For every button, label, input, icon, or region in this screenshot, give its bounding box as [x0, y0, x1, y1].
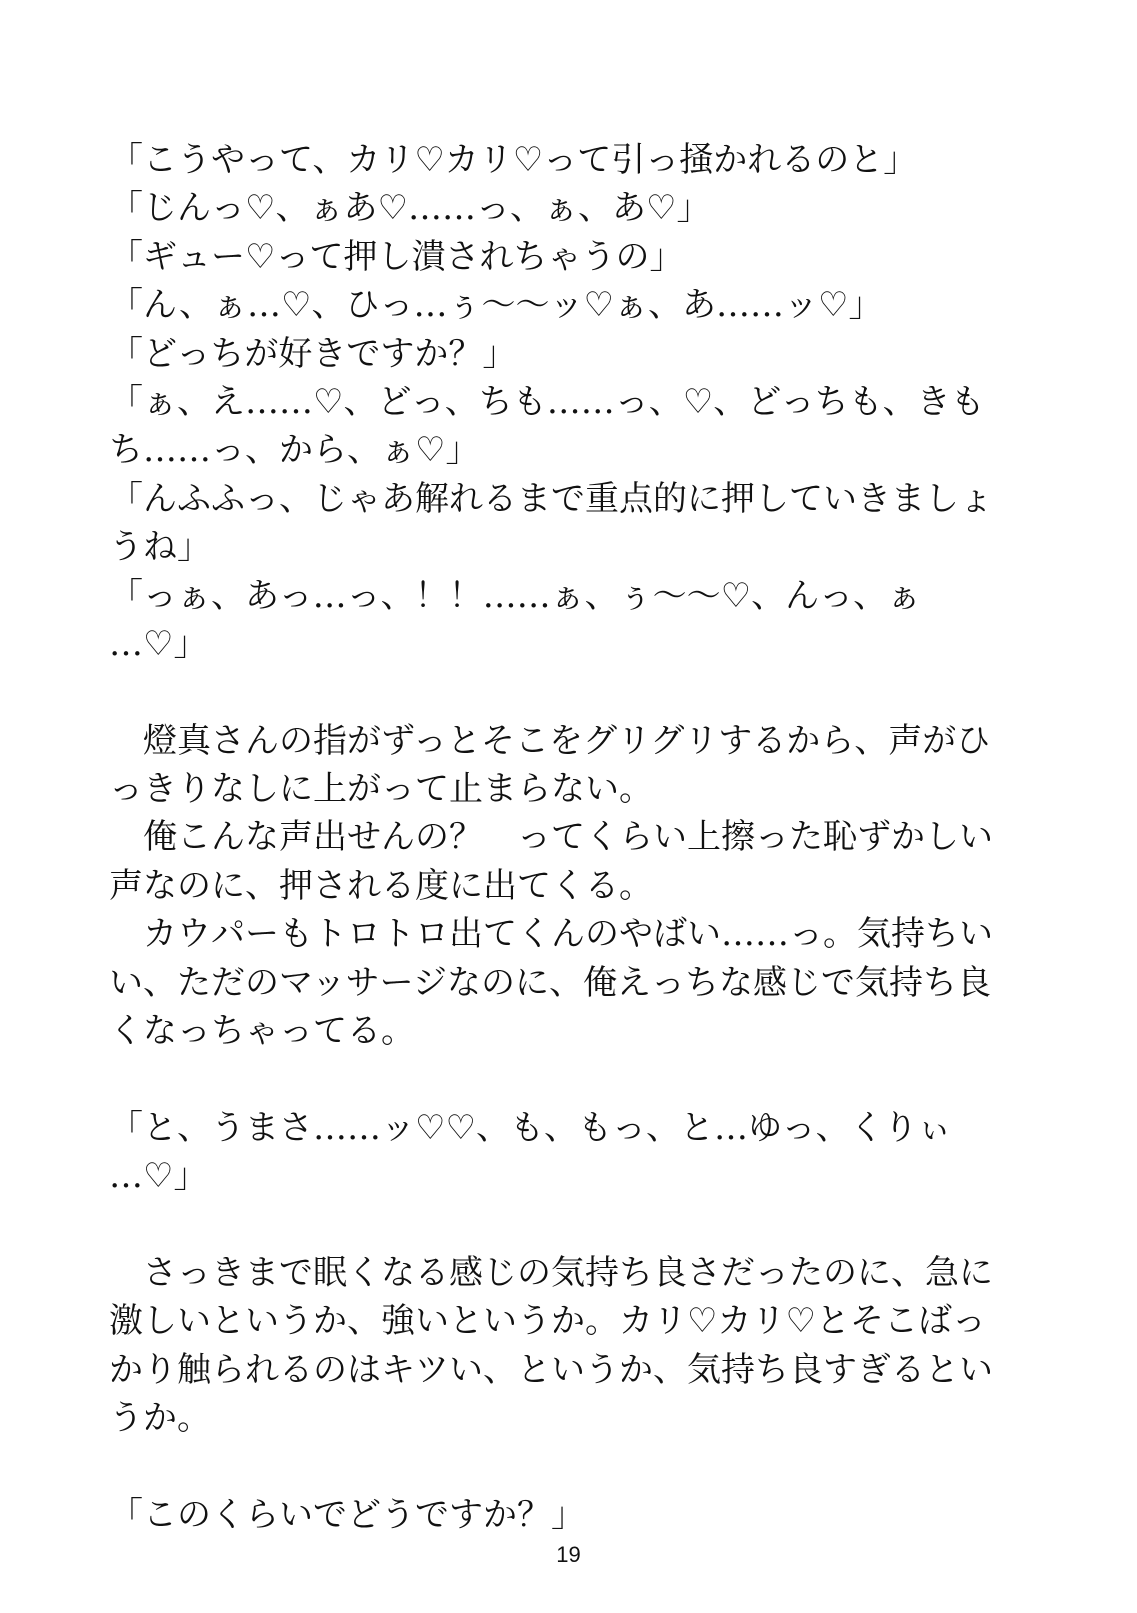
page-number: 19 [556, 1542, 581, 1567]
text-line: 「ぁ、え……♡、どっ、ちも……っ、♡、どっちも、きも [109, 381, 985, 422]
text-line: 激しいというか、強いというか。カリ♡カリ♡とそこばっ [109, 1301, 986, 1342]
text-line: …♡」 [109, 623, 208, 664]
text-line: 「ん、ぁ…♡、ひっ…ぅ〜〜ッ♡ぁ、あ……ッ♡」 [109, 285, 883, 326]
text-line: 俺こんな声出せんの？ ってくらい上擦った恥ずかしい [109, 817, 993, 858]
text-line: 「じんっ♡、ぁあ♡……っ、ぁ、あ♡」 [109, 188, 711, 229]
text-line: 「どっちが好きですか？」 [109, 333, 517, 374]
text-line: 「んふふっ、じゃあ解れるまで重点的に押していきましょ [109, 478, 993, 519]
text-line: くなっちゃってる。 [109, 1011, 415, 1052]
text-body [109, 136, 1029, 1539]
text-line: カウパーもトロトロ出てくんのやばい……っ。気持ちい [109, 914, 993, 955]
text-line: 燈真さんの指がずっとそこをグリグリするから、声がひ [109, 720, 991, 761]
text-line: うか。 [109, 1398, 211, 1439]
text-line: 「このくらいでどうですか？」 [109, 1494, 585, 1535]
blank-line [109, 1443, 1029, 1491]
blank-line [109, 1201, 1029, 1249]
text-line: さっきまで眠くなる感じの気持ち良さだったのに、急に [109, 1252, 993, 1293]
text-line: 「ギュー♡って押し潰されちゃうの」 [109, 236, 684, 277]
text-line: …♡」 [109, 1156, 208, 1197]
text-line: 声なのに、押される度に出てくる。 [109, 865, 653, 906]
text-line: っきりなしに上がって止まらない。 [109, 769, 653, 810]
text-line: うね」 [109, 527, 211, 568]
text-line: 「と、うまさ……ッ♡♡、も、もっ、と…ゆっ、くりぃ [109, 1107, 952, 1148]
text-line: 「っぁ、あっ…っ、！！……ぁ、ぅ〜〜♡、んっ、ぁ [109, 575, 922, 616]
blank-line [109, 1055, 1029, 1103]
text-line: ち……っ、から、ぁ♡」 [109, 430, 480, 471]
text-line: 「こうやって、カリ♡カリ♡って引っ掻かれるのと」 [109, 140, 918, 180]
text-line: かり触られるのはキツい、というか、気持ち良すぎるとい [109, 1349, 993, 1390]
blank-line [109, 668, 1029, 716]
text-line: い、ただのマッサージなのに、俺えっちな感じで気持ち良 [109, 962, 991, 1003]
